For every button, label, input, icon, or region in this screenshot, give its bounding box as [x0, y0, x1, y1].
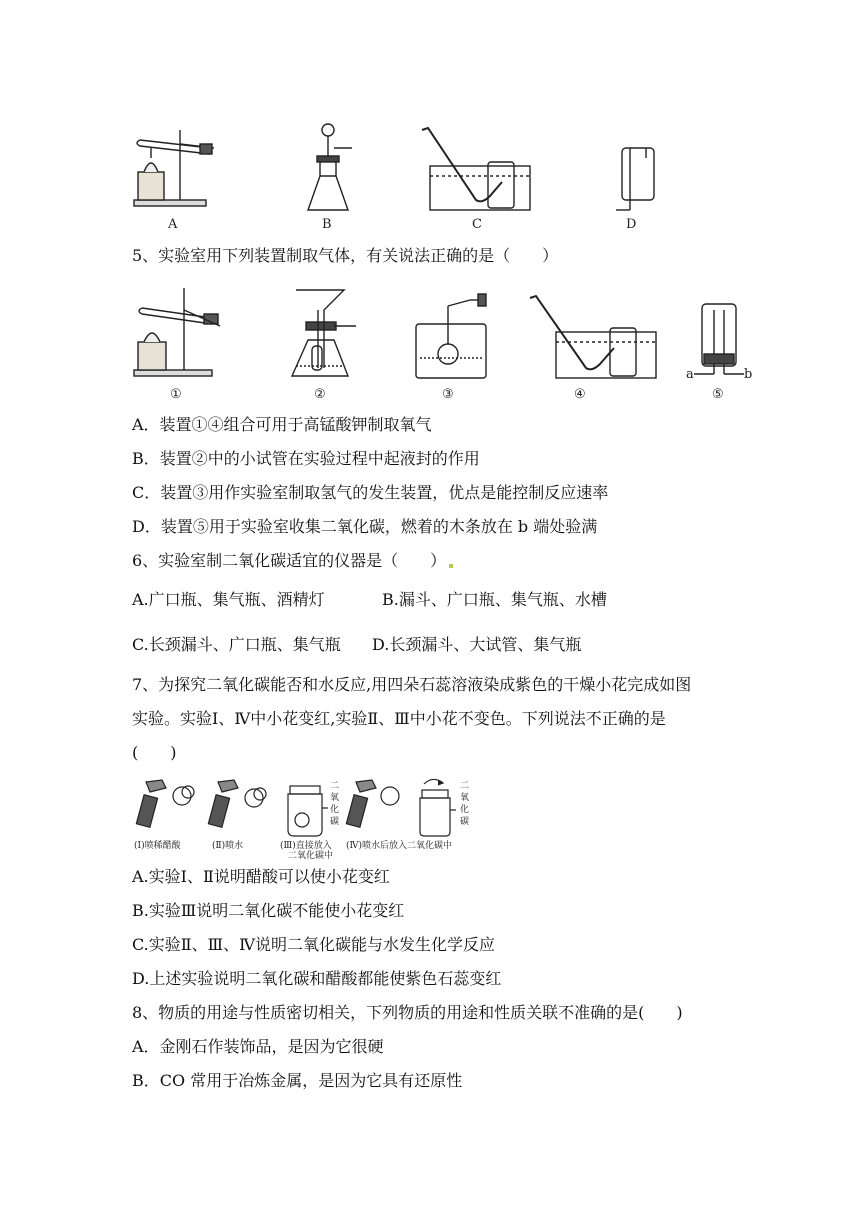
port-label-a: a [686, 367, 694, 382]
q6-option-a: A.广口瓶、集气瓶、酒精灯 [132, 590, 325, 609]
q5-option-c: C．装置③用作实验室制取氢气的发生装置，优点是能控制反应速率 [132, 483, 609, 502]
q8-stem: 8、物质的用途与性质密切相关，下列物质的用途和性质关联不准确的是( ) [132, 1003, 683, 1022]
marker-dot [449, 564, 453, 568]
co2-char-4: 碳 [330, 817, 340, 827]
q7-option-d: D.上述实验说明二氧化碳和醋酸都能使紫色石蕊变红 [132, 969, 502, 988]
figure-label-c: C [472, 217, 482, 232]
caption-exp-1: (Ⅰ)喷稀醋酸 [134, 841, 181, 851]
q7-option-c: C.实验Ⅱ、Ⅲ、Ⅳ说明二氧化碳能与水发生化学反应 [132, 935, 496, 954]
co2-char-3: 化 [330, 805, 340, 815]
q6-options-row-2 [132, 634, 582, 656]
q6-stem: 6、实验室制二氧化碳适宜的仪器是（ ） [132, 551, 447, 570]
q5-figure-label-1: ① [170, 387, 182, 402]
port-label-b: b [744, 367, 753, 382]
q5-option-d: D．装置⑤用于实验室收集二氧化碳，燃着的木条放在 b 端处验满 [132, 517, 598, 536]
q7-option-b: B.实验Ⅲ说明二氧化碳不能使小花变红 [132, 901, 405, 920]
q5-figure-label-5: ⑤ [712, 387, 724, 402]
caption-exp-3b: 二氧化碳中 [288, 851, 334, 860]
figure-label-a: A [168, 217, 178, 232]
q5-figure-label-3: ③ [442, 387, 454, 402]
figure-label-b: B [322, 217, 332, 232]
q7-stem-line-2: 实验。实验Ⅰ、Ⅳ中小花变红,实验Ⅱ、Ⅲ中小花不变色。下列说法不正确的是 [132, 709, 666, 728]
co2-char-1b: 二 [460, 781, 470, 791]
co2-char-2b: 氧 [460, 793, 470, 803]
q5-stem: 5、实验室用下列装置制取气体，有关说法正确的是（ ） [132, 246, 559, 265]
q6-option-c: C.长颈漏斗、广口瓶、集气瓶 [132, 635, 341, 654]
q6-stem-row [132, 550, 453, 572]
co2-char-1: 二 [330, 781, 340, 791]
q5-figure-label-4: ④ [574, 387, 586, 402]
q6-option-d: D.长颈漏斗、大试管、集气瓶 [372, 635, 582, 654]
q7-option-a: A.实验Ⅰ、Ⅱ说明醋酸可以使小花变红 [132, 867, 390, 886]
flower-experiment-figure [132, 774, 474, 860]
apparatus-figure-q5 [130, 280, 760, 402]
q8-option-b: B．CO 常用于冶炼金属，是因为它具有还原性 [132, 1071, 463, 1090]
q6-option-b: B.漏斗、广口瓶、集气瓶、水槽 [382, 590, 607, 609]
q5-option-a: A．装置①④组合可用于高锰酸钾制取氧气 [132, 415, 432, 434]
q5-option-b: B．装置②中的小试管在实验过程中起液封的作用 [132, 449, 480, 468]
q8-option-a: A．金刚石作装饰品，是因为它很硬 [132, 1037, 384, 1056]
apparatus-figure-top [130, 118, 670, 236]
caption-exp-2: (Ⅱ)喷水 [212, 841, 244, 851]
caption-exp-4: (Ⅳ)喷水后放入二氧化碳中 [346, 841, 453, 851]
q5-figure-label-2: ② [314, 387, 326, 402]
q7-stem-line-3: ( ) [132, 743, 177, 762]
caption-exp-3: (Ⅲ)直接放入 [280, 841, 332, 851]
co2-char-3b: 化 [460, 805, 470, 815]
q7-stem-line-1: 7、为探究二氧化碳能否和水反应,用四朵石蕊溶液染成紫色的干燥小花完成如图 [132, 675, 692, 694]
co2-char-4b: 碳 [460, 817, 470, 827]
co2-char-2: 氧 [330, 793, 340, 803]
figure-label-d: D [626, 217, 637, 232]
q6-options-row-1 [132, 589, 607, 611]
